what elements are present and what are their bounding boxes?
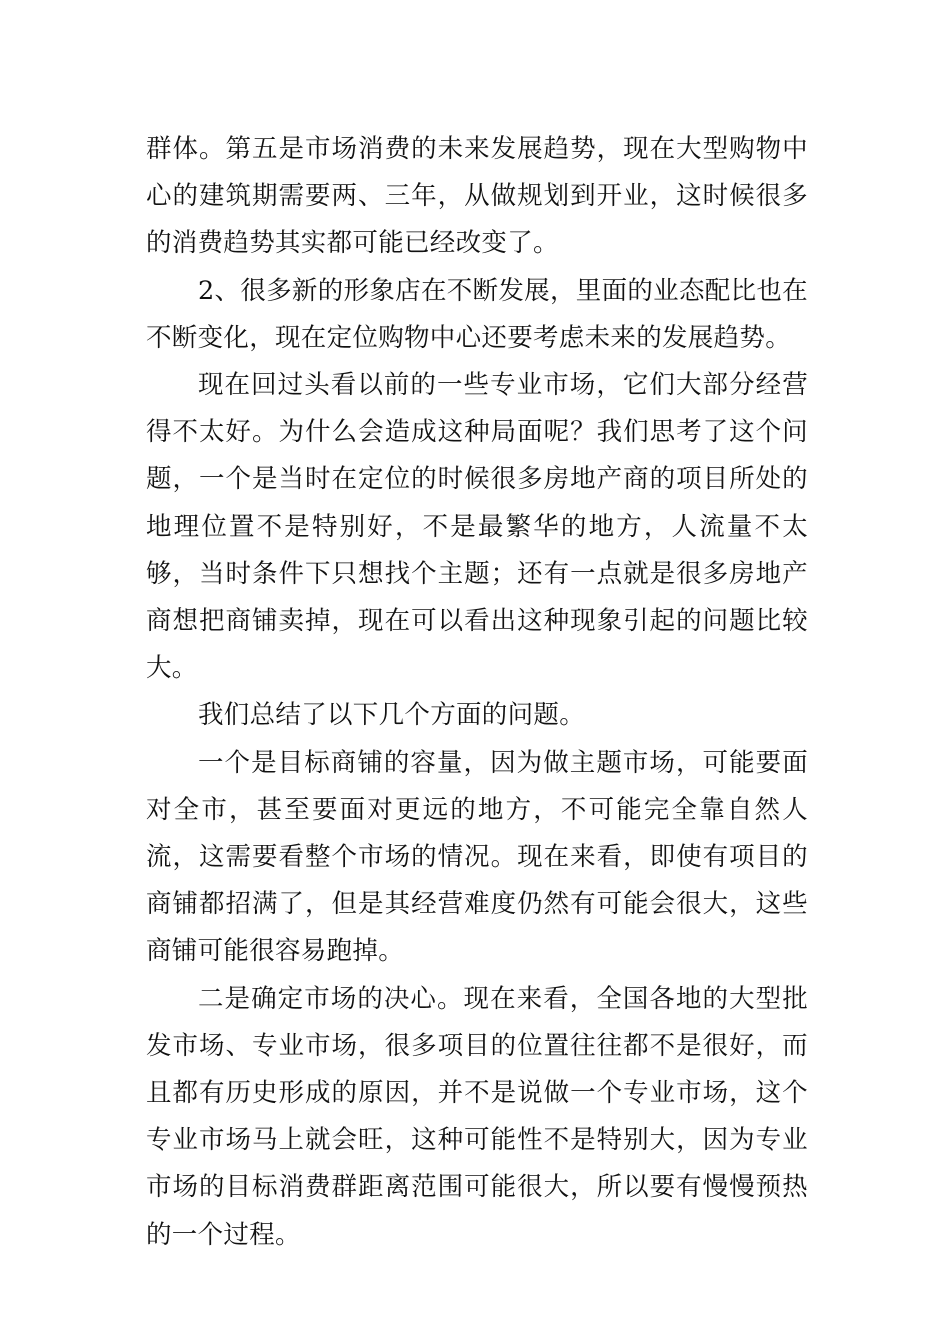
paragraph-1: 群体。第五是市场消费的未来发展趋势，现在大型购物中心的建筑期需要两、三年，从做规划到开业，这时候很多的消费趋势其实都可能已经改变了。: [146, 134, 808, 259]
paragraph-3: 现在回过头看以前的一些专业市场，它们大部分经营得不太好。为什么会造成这种局面呢？我们思考了这个问题，一个是当时在定位的时候很多房地产商的项目所处的地理位置不是特别好，不是最繁华的地方，人流量不太够，当时条件下只想找个主题；还有一点就是很多房地产商想把商铺卖掉，现在可以看出这种现象引起的问题比较大。: [146, 370, 808, 684]
paragraph-5: 一个是目标商铺的容量，因为做主题市场，可能要面对全市，甚至要面对更远的地方，不可能完全靠自然人流，这需要看整个市场的情况。现在来看，即使有项目的商铺都招满了，但是其经营难度仍然有可能会很大，这些商铺可能很容易跑掉。: [146, 747, 808, 967]
paragraph-4: 我们总结了以下几个方面的问题。: [198, 700, 586, 731]
paragraph-2: 2、很多新的形象店在不断发展，里面的业态配比也在不断变化，现在定位购物中心还要考虑未来的发展趋势。: [146, 275, 808, 353]
paragraph-6: 二是确定市场的决心。现在来看，全国各地的大型批发市场、专业市场，很多项目的位置往往都不是很好，而且都有历史形成的原因，并不是说做一个专业市场，这个专业市场马上就会旺，这种可能性不是特别大，因为专业市场的目标消费群距离范围可能很大，所以要有慢慢预热的一个过程。: [146, 983, 808, 1250]
document-body: [146, 126, 808, 1259]
